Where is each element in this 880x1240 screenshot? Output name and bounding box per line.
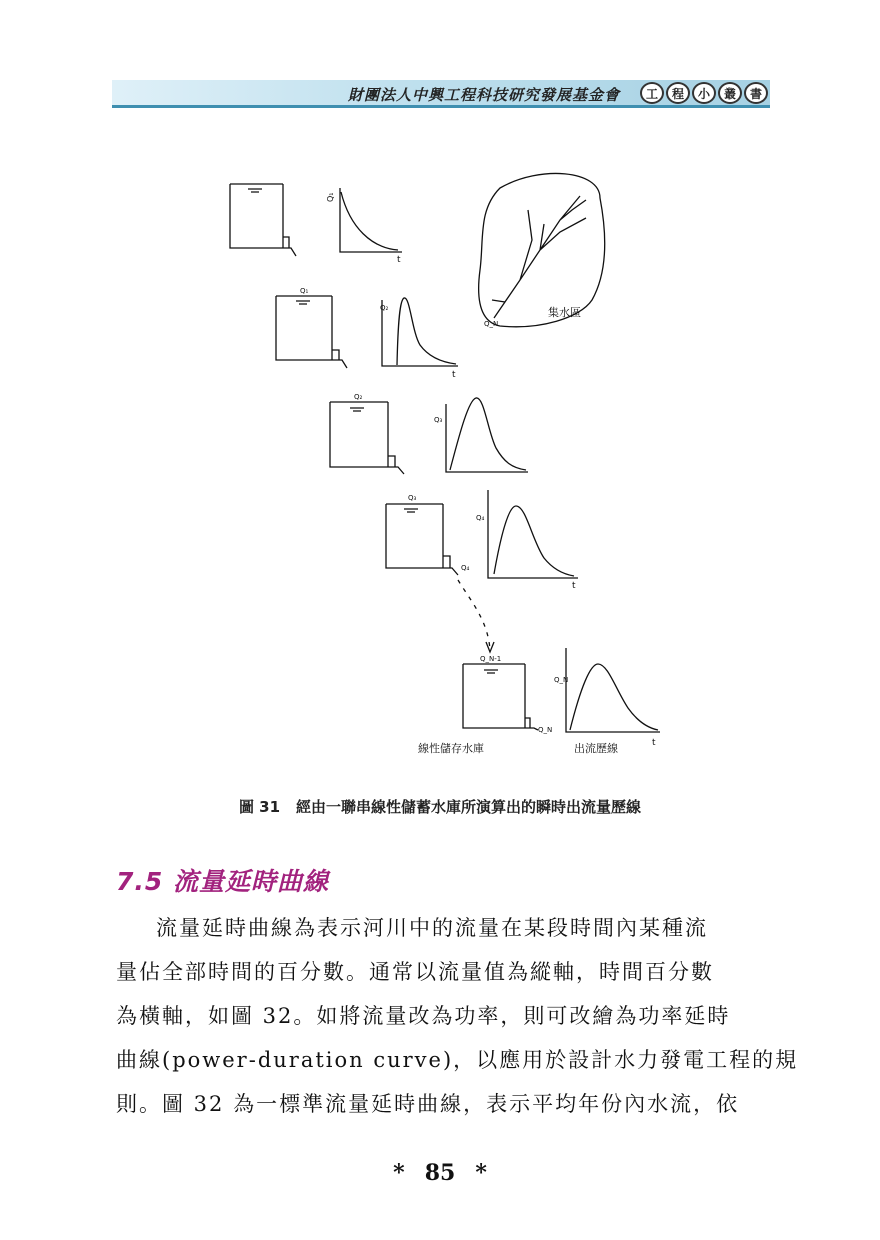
label-q2-tank: Q₂ bbox=[354, 393, 363, 401]
body-line: 曲線(power-duration curve)，以應用於設計水力發電工程的規 bbox=[116, 1048, 799, 1072]
stage-3 bbox=[330, 393, 528, 474]
label-q3-tank: Q₃ bbox=[408, 494, 417, 502]
label-q4: Q₄ bbox=[476, 514, 485, 522]
water-level-2 bbox=[296, 301, 310, 304]
hydrograph-curve-4 bbox=[494, 506, 574, 576]
hydrograph-curve-2 bbox=[397, 298, 456, 365]
label-hydrograph: 出流歷線 bbox=[574, 742, 618, 755]
catchment bbox=[479, 173, 605, 328]
river-network bbox=[492, 196, 586, 318]
water-level-1 bbox=[248, 189, 262, 192]
label-t-n: t bbox=[652, 738, 656, 748]
water-level-4 bbox=[404, 509, 418, 512]
flow-transfer-arrow bbox=[458, 580, 490, 650]
label-qn: Q_N bbox=[554, 676, 569, 684]
hydrograph-axes-2 bbox=[382, 300, 458, 366]
caption-number: 圖 31 bbox=[238, 798, 281, 816]
label-catchment: 集水區 bbox=[548, 306, 581, 319]
body-line: 為橫軸，如圖 32。如將流量改為功率，則可改繪為功率延時 bbox=[116, 1004, 731, 1028]
caption-text: 經由一聯串線性儲蓄水庫所演算出的瞬時出流量歷線 bbox=[296, 798, 642, 816]
body-line: 則。圖 32 為一標準流量延時曲線，表示平均年份內水流，依 bbox=[116, 1092, 740, 1116]
page-number bbox=[0, 1160, 880, 1186]
series-badge: 叢 bbox=[718, 82, 742, 104]
outflow-pipe-1 bbox=[283, 237, 296, 256]
figure-caption bbox=[0, 796, 880, 817]
body-paragraph bbox=[116, 906, 799, 1126]
reservoir-tank-1 bbox=[230, 184, 283, 248]
flow-arrowhead bbox=[486, 642, 494, 652]
outflow-pipe-2 bbox=[332, 350, 347, 368]
hydrograph-axes-n bbox=[566, 648, 660, 732]
outflow-pipe-n bbox=[525, 718, 538, 730]
hydrograph-axes-1 bbox=[340, 188, 402, 252]
hydrograph-curve-3 bbox=[450, 398, 526, 470]
label-t-1: t bbox=[397, 255, 401, 265]
body-line: 量佔全部時間的百分數。通常以流量值為縱軸，時間百分數 bbox=[116, 960, 714, 984]
stage-2 bbox=[276, 287, 458, 380]
body-line: 流量延時曲線為表示河川中的流量在某段時間內某種流 bbox=[156, 916, 708, 940]
header-title: 財團法人中興工程科技研究發展基金會 bbox=[347, 86, 620, 104]
label-t-2: t bbox=[452, 370, 456, 380]
reservoir-tank-2 bbox=[276, 296, 332, 360]
stage-n bbox=[418, 648, 660, 755]
series-badge: 書 bbox=[744, 82, 768, 104]
label-t-4: t bbox=[572, 581, 576, 591]
label-qn-catchment: Q_N bbox=[484, 320, 499, 328]
water-level-3 bbox=[350, 408, 364, 411]
series-badge: 小 bbox=[692, 82, 716, 104]
section-heading: 7.5 流量延時曲線 bbox=[116, 867, 329, 896]
hydrograph-curve-n bbox=[570, 664, 658, 730]
hydrograph-curve-1 bbox=[341, 192, 398, 250]
label-q4-out: Q₄ bbox=[461, 564, 470, 572]
label-qn-out: Q_N bbox=[538, 726, 553, 734]
page-number-value: 85 bbox=[424, 1160, 456, 1186]
label-q1: Q₁ bbox=[326, 192, 335, 202]
water-level-n bbox=[484, 670, 498, 673]
outflow-pipe-4 bbox=[443, 556, 458, 575]
outflow-pipe-3 bbox=[388, 456, 404, 474]
stage-1 bbox=[230, 184, 402, 265]
label-q1-tank: Q₁ bbox=[300, 287, 309, 295]
catchment-boundary bbox=[479, 173, 605, 326]
page-star-right: * bbox=[475, 1160, 487, 1186]
reservoir-tank-3 bbox=[330, 402, 388, 467]
page-star-left: * bbox=[393, 1160, 405, 1186]
label-reservoir: 線性儲存水庫 bbox=[418, 742, 484, 755]
stage-4 bbox=[386, 490, 578, 591]
reservoir-tank-4 bbox=[386, 504, 443, 568]
label-q2: Q₂ bbox=[380, 304, 389, 312]
series-badge: 程 bbox=[666, 82, 690, 104]
series-badge: 工 bbox=[640, 82, 664, 104]
label-qn-1: Q_N-1 bbox=[480, 655, 502, 663]
label-q3: Q₃ bbox=[434, 416, 443, 424]
